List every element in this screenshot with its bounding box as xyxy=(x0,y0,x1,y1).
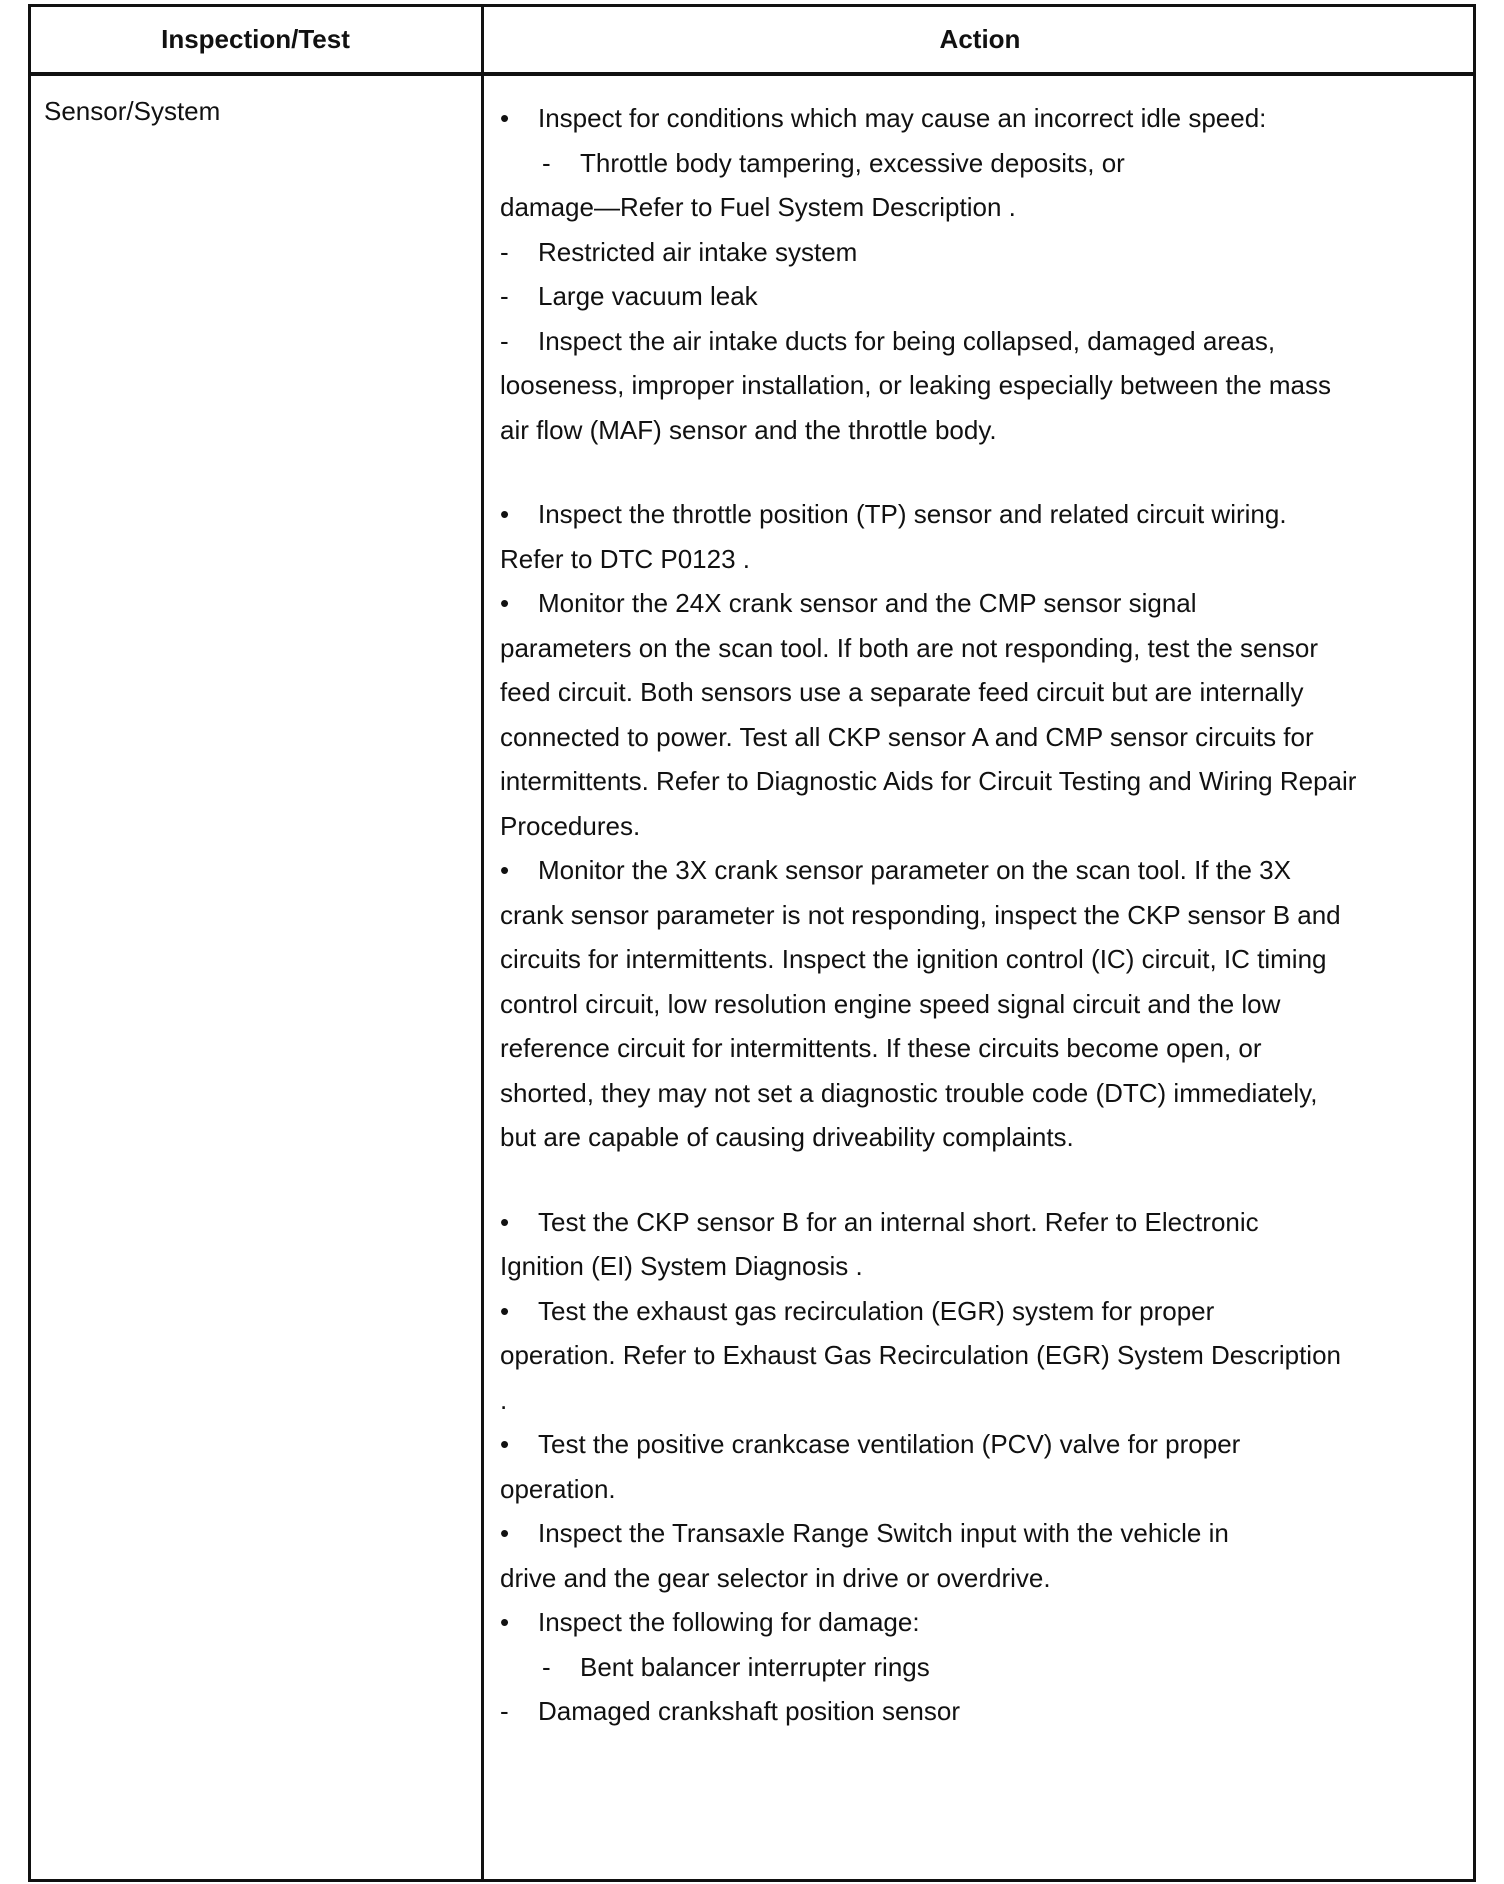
action-text: Test the exhaust gas recirculation (EGR) system for proper xyxy=(538,1295,1215,1326)
action-text: Inspect the following for damage: xyxy=(538,1607,920,1637)
action-text: operation. xyxy=(500,1473,616,1504)
action-line xyxy=(500,670,1410,715)
action-list xyxy=(500,96,1410,1734)
action-line xyxy=(500,1333,1410,1378)
action-text: damage—Refer to Fuel System Description . xyxy=(500,192,1016,222)
action-text: shorted, they may not set a diagnostic trouble code (DTC) immediately, xyxy=(500,1077,1318,1108)
action-line xyxy=(500,1689,1410,1734)
action-text: control circuit, low resolution engine speed signal circuit and the low xyxy=(500,988,1281,1019)
action-text: Procedures. xyxy=(500,810,641,841)
action-line xyxy=(500,185,1410,230)
action-text: Monitor the 24X crank sensor and the CMP sensor signal xyxy=(538,588,1197,618)
action-text: connected to power. Test all CKP sensor A and CMP sensor circuits for xyxy=(500,721,1314,752)
action-text: crank sensor parameter is not responding, inspect the CKP sensor B and xyxy=(500,899,1341,930)
paragraph-gap xyxy=(500,452,1410,492)
action-line xyxy=(500,492,1410,537)
action-line xyxy=(500,1556,1410,1601)
action-text: Inspect the air intake ducts for being collapsed, damaged areas, xyxy=(538,325,1276,356)
row-label: Sensor/System xyxy=(44,96,221,126)
dash-marker: - xyxy=(542,147,551,178)
action-line xyxy=(500,1200,1410,1245)
bullet-marker: • xyxy=(500,1429,510,1459)
bullet-marker: • xyxy=(500,1518,510,1548)
action-text: Large vacuum leak xyxy=(538,281,758,311)
header-action: Action xyxy=(939,24,1021,54)
action-text: Inspect the throttle position (TP) sensor and related circuit wiring. xyxy=(538,499,1287,529)
bullet-marker: • xyxy=(500,1295,510,1326)
action-text: air flow (MAF) sensor and the throttle body. xyxy=(500,414,997,445)
action-line xyxy=(500,319,1410,364)
action-line xyxy=(500,1422,1410,1467)
header-inspection-test: Inspection/Test xyxy=(161,24,350,54)
column-divider xyxy=(481,4,484,1882)
bullet-marker: • xyxy=(500,1206,510,1237)
action-line xyxy=(500,274,1410,319)
action-text: Bent balancer interrupter rings xyxy=(580,1651,930,1682)
action-text: Throttle body tampering, excessive deposits, or xyxy=(580,147,1125,178)
action-text: Test the positive crankcase ventilation (PCV) valve for proper xyxy=(538,1429,1241,1459)
action-line xyxy=(500,1026,1410,1071)
action-line xyxy=(500,1511,1410,1556)
action-text: Damaged crankshaft position sensor xyxy=(538,1696,961,1726)
dash-marker: - xyxy=(500,281,509,311)
action-line xyxy=(500,1289,1410,1334)
action-text: Inspect for conditions which may cause an incorrect idle speed: xyxy=(538,103,1267,133)
action-text: drive and the gear selector in drive or overdrive. xyxy=(500,1562,1051,1593)
action-text: Monitor the 3X crank sensor parameter on the scan tool. If the 3X xyxy=(538,855,1291,885)
bullet-marker: • xyxy=(500,1607,510,1637)
action-text: parameters on the scan tool. If both are not responding, test the sensor xyxy=(500,632,1319,663)
action-line xyxy=(500,937,1410,982)
action-text: Test the CKP sensor B for an internal short. Refer to Electronic xyxy=(538,1206,1259,1237)
action-line xyxy=(500,230,1410,275)
action-line xyxy=(500,1071,1410,1116)
action-text: Ignition (EI) System Diagnosis . xyxy=(500,1251,863,1281)
action-line xyxy=(500,982,1410,1027)
action-text: intermittents. Refer to Diagnostic Aids for Circuit Testing and Wiring Repair xyxy=(500,766,1357,796)
action-text: looseness, improper installation, or leaking especially between the mass xyxy=(500,370,1331,400)
action-line xyxy=(500,715,1410,760)
dash-marker: - xyxy=(500,1696,509,1726)
action-line xyxy=(500,1645,1410,1690)
action-text: Refer to DTC P0123 . xyxy=(500,543,750,574)
action-text: reference circuit for intermittents. If these circuits become open, or xyxy=(500,1033,1262,1063)
dash-marker: - xyxy=(500,236,509,267)
action-text: but are capable of causing driveability complaints. xyxy=(500,1122,1074,1152)
action-text: feed circuit. Both sensors use a separate feed circuit but are internally xyxy=(500,677,1304,707)
action-text: . xyxy=(500,1384,508,1415)
action-text: operation. Refer to Exhaust Gas Recirculation (EGR) System Description xyxy=(500,1340,1342,1370)
action-line xyxy=(500,626,1410,671)
action-line xyxy=(500,1115,1410,1160)
action-line xyxy=(500,141,1410,186)
action-line xyxy=(500,537,1410,582)
action-line xyxy=(500,581,1410,626)
bullet-marker: • xyxy=(500,588,510,618)
action-line xyxy=(500,893,1410,938)
action-line xyxy=(500,848,1410,893)
dash-marker: - xyxy=(500,325,509,356)
dash-marker: - xyxy=(542,1651,551,1682)
bullet-marker: • xyxy=(500,855,510,885)
action-line xyxy=(500,759,1410,804)
action-line xyxy=(500,96,1410,141)
action-line xyxy=(500,1467,1410,1512)
action-text: circuits for intermittents. Inspect the ignition control (IC) circuit, IC timing xyxy=(500,944,1327,974)
header-divider xyxy=(28,72,1476,76)
action-text: Restricted air intake system xyxy=(538,236,858,267)
bullet-marker: • xyxy=(500,103,510,133)
paragraph-gap xyxy=(500,1160,1410,1200)
action-line xyxy=(500,408,1410,453)
action-line xyxy=(500,1600,1410,1645)
action-line xyxy=(500,804,1410,849)
bullet-marker: • xyxy=(500,499,510,529)
action-text: Inspect the Transaxle Range Switch input with the vehicle in xyxy=(538,1518,1229,1548)
action-line xyxy=(500,1244,1410,1289)
action-line xyxy=(500,363,1410,408)
action-line xyxy=(500,1378,1410,1423)
